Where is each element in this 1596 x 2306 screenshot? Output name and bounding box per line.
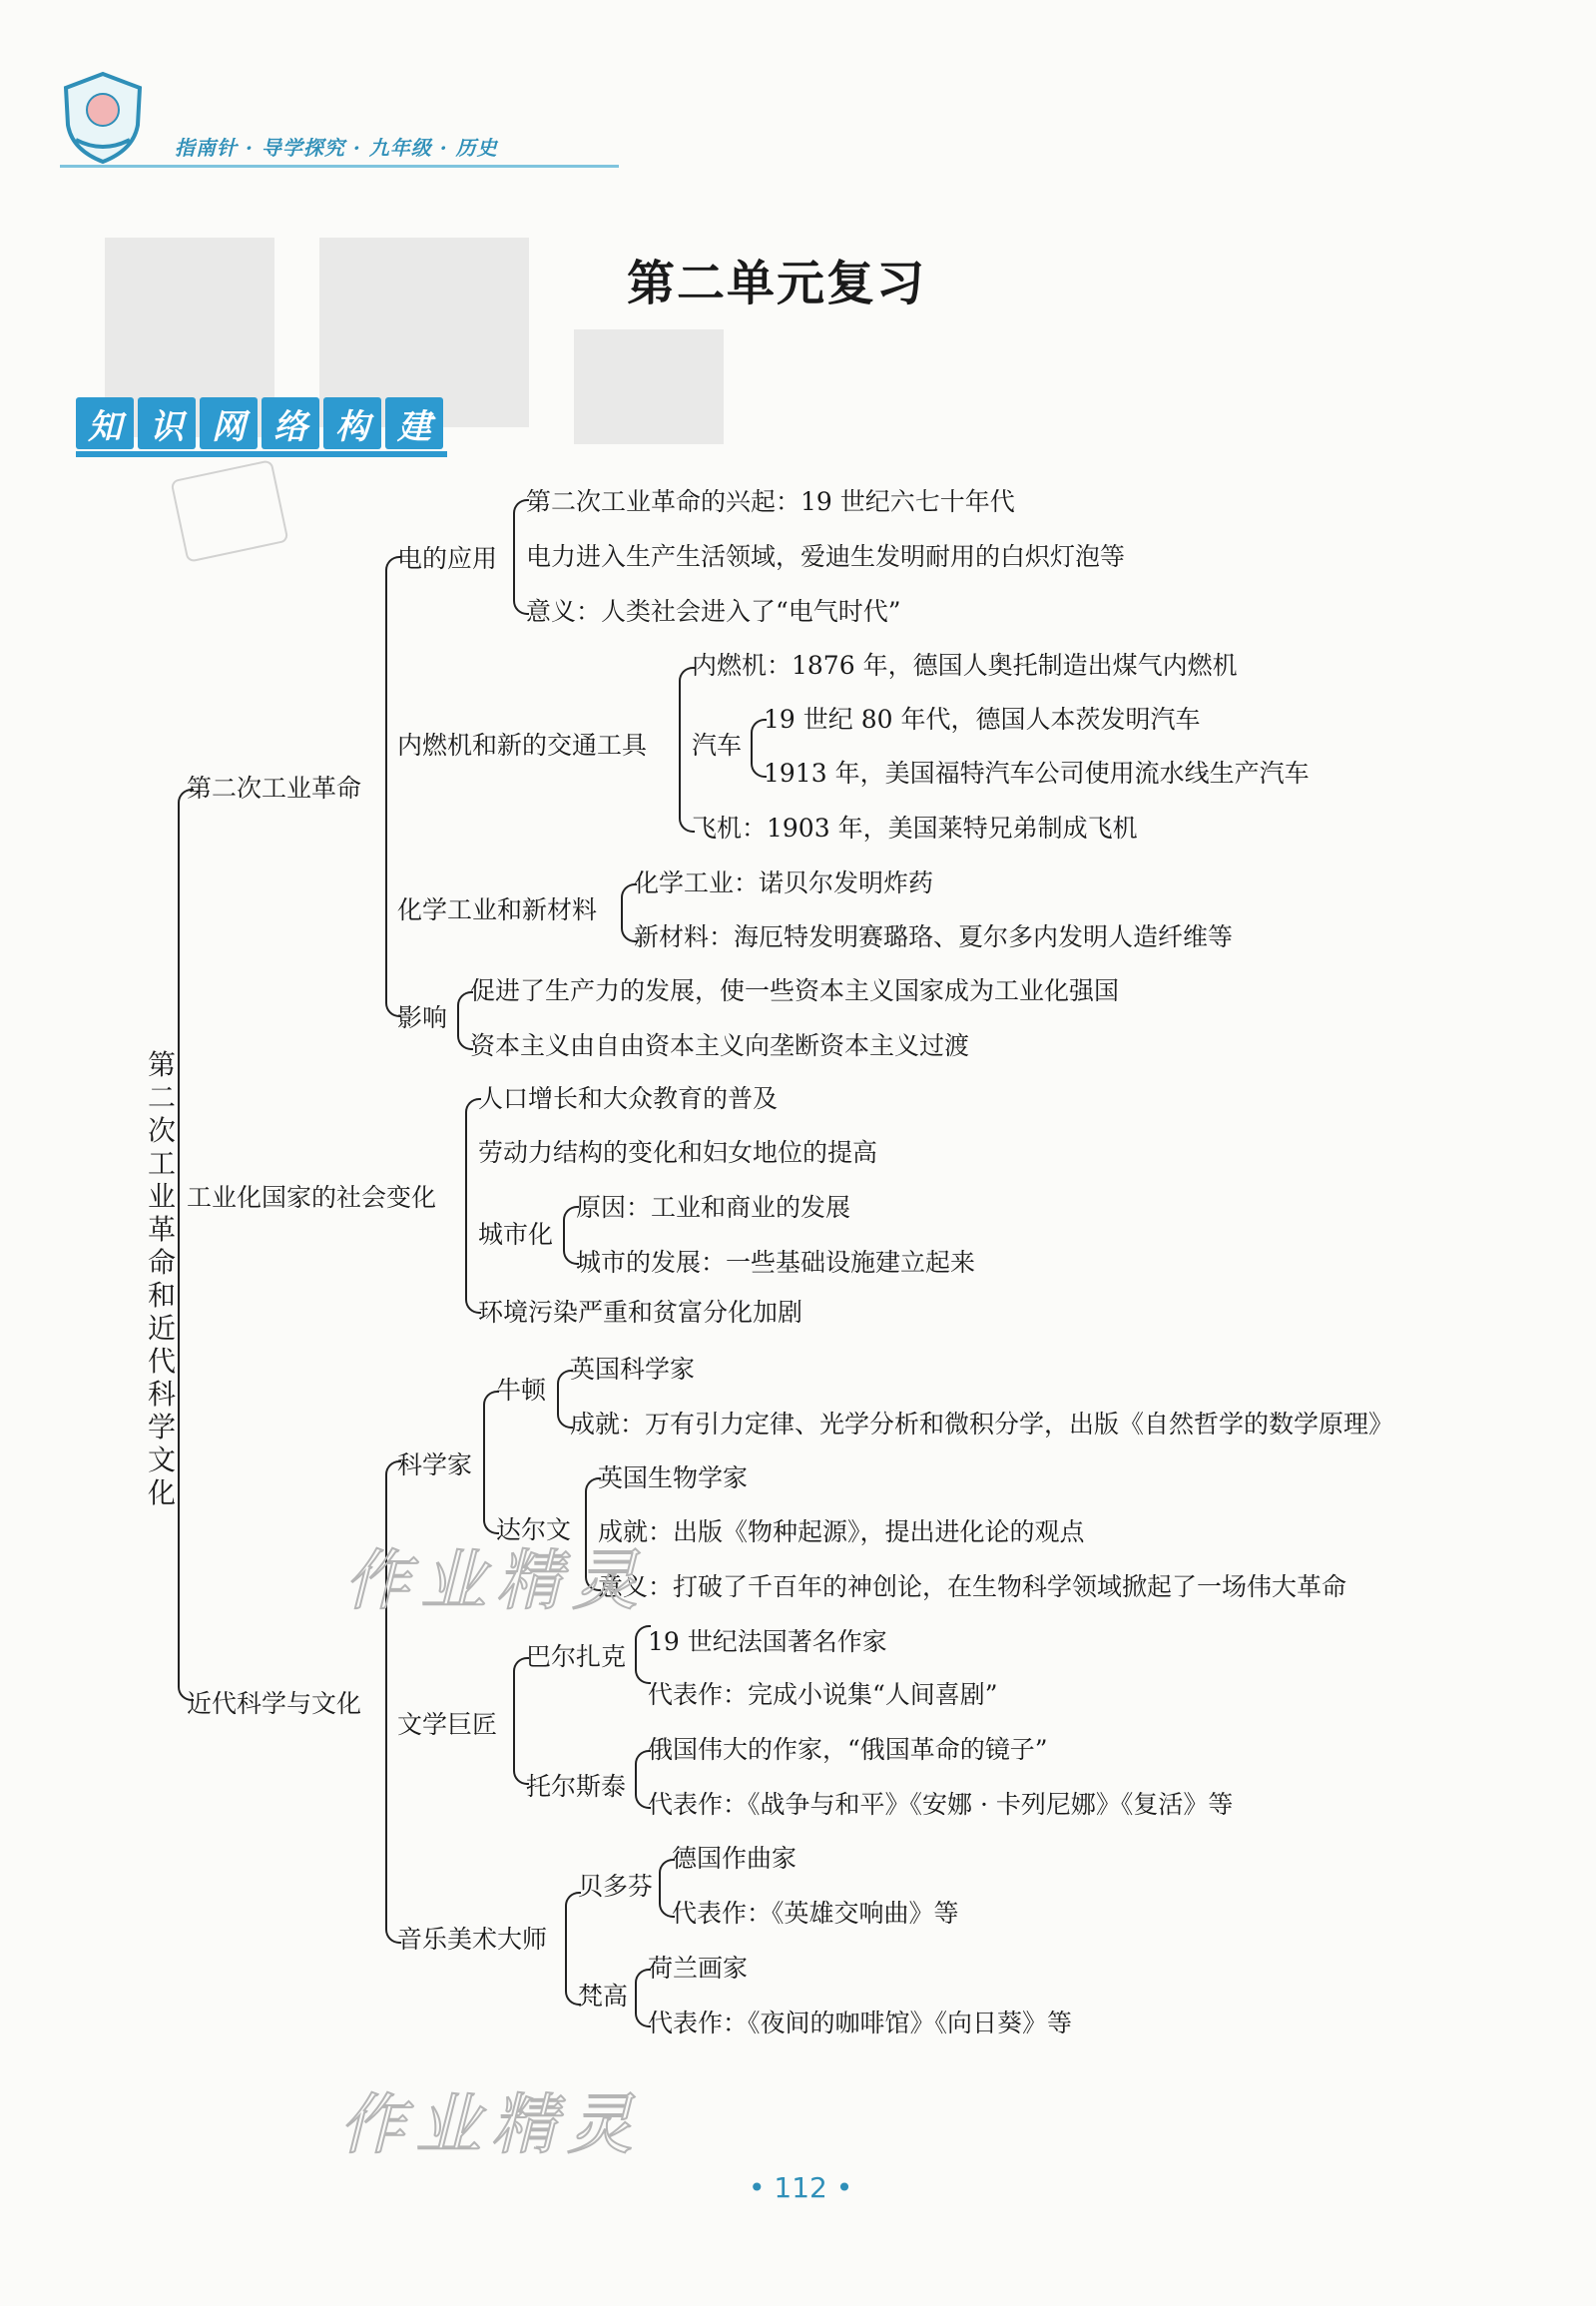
banner-char: 建 xyxy=(385,397,443,449)
list-item: 俄国伟大的作家，“俄国革命的镜子” xyxy=(648,1735,1048,1764)
list-item: 成就：万有引力定律、光学分析和微积分学，出版《自然哲学的数学原理》 xyxy=(570,1410,1394,1439)
list-item: 城市的发展：一些基础设施建立起来 xyxy=(576,1248,976,1277)
banner-char: 络 xyxy=(262,397,319,449)
section-banner xyxy=(76,397,443,453)
list-item: 英国生物学家 xyxy=(598,1463,749,1492)
person-beethoven: 贝多芬 xyxy=(578,1872,654,1901)
list-item: 英国科学家 xyxy=(570,1355,696,1384)
list-item: 代表作：《战争与和平》《安娜 · 卡列尼娜》《复活》等 xyxy=(648,1790,1234,1819)
root-topic: 第二次工业革命和近代科学文化 xyxy=(147,1048,176,1509)
list-item: 荷兰画家 xyxy=(648,1954,749,1983)
running-header: 指南针 · 导学探究 · 九年级 · 历史 xyxy=(175,136,498,160)
list-item: 劳动力结构的变化和妇女地位的提高 xyxy=(478,1138,878,1167)
list-item: 人口增长和大众教育的普及 xyxy=(478,1084,779,1113)
list-item: 19 世纪 80 年代，德国人本茨发明汽车 xyxy=(764,705,1201,734)
bracket xyxy=(483,1391,499,1534)
person-balzac: 巴尔扎克 xyxy=(526,1642,627,1671)
list-item: 成就：出版《物种起源》，提出进化论的观点 xyxy=(598,1517,1085,1546)
list-item: 促进了生产力的发展，使一些资本主义国家成为工业化强国 xyxy=(470,976,1120,1005)
person-darwin: 达尔文 xyxy=(496,1515,572,1544)
list-item: 意义：打破了千百年的神创论，在生物科学领域掀起了一场伟大革命 xyxy=(598,1572,1347,1601)
topic-urbanization: 城市化 xyxy=(478,1220,554,1249)
bracket xyxy=(385,556,401,1017)
person-tolstoy: 托尔斯泰 xyxy=(526,1772,627,1801)
watermark: 作业精灵 xyxy=(339,2086,643,2163)
list-item: 新材料：海厄特发明赛璐珞、夏尔多内发明人造纤维等 xyxy=(634,922,1234,951)
watermark: 作业精灵 xyxy=(344,1542,648,1619)
list-item: 德国作曲家 xyxy=(672,1844,798,1873)
page-number: • 112 • xyxy=(749,2171,853,2204)
banner-underline xyxy=(76,451,447,457)
banner-char: 识 xyxy=(138,397,196,449)
topic-chemistry: 化学工业和新材料 xyxy=(397,895,598,924)
topic-artists: 音乐美术大师 xyxy=(397,1925,548,1954)
bracket xyxy=(178,789,194,1701)
list-item: 1913 年，美国福特汽车公司使用流水线生产汽车 xyxy=(764,759,1310,788)
topic-second-industrial-revolution: 第二次工业革命 xyxy=(187,774,362,803)
person-van-gogh: 梵高 xyxy=(578,1982,629,2011)
bracket xyxy=(513,1657,529,1785)
list-item: 代表作：《英雄交响曲》等 xyxy=(672,1899,959,1928)
header-rule xyxy=(60,165,619,168)
list-item: 代表作：《夜间的咖啡馆》《向日葵》等 xyxy=(648,2009,1073,2037)
list-item: 资本主义由自由资本主义向垄断资本主义过渡 xyxy=(470,1031,970,1060)
page-number-value: 112 xyxy=(774,2171,827,2204)
bracket xyxy=(465,1098,481,1314)
list-item: 19 世纪法国著名作家 xyxy=(648,1627,887,1656)
page-title: 第二单元复习 xyxy=(627,256,927,311)
list-item: 环境污染严重和贫富分化加剧 xyxy=(478,1298,803,1327)
list-item: 飞机：1903 年，美国莱特兄弟制成飞机 xyxy=(692,814,1138,843)
list-item: 第二次工业革命的兴起：19 世纪六七十年代 xyxy=(526,487,1015,516)
list-item: 代表作：完成小说集“人间喜剧” xyxy=(648,1680,998,1709)
list-item: 原因：工业和商业的发展 xyxy=(576,1193,851,1222)
stamp-logo xyxy=(170,459,288,563)
topic-social-change: 工业化国家的社会变化 xyxy=(187,1183,437,1212)
list-item: 内燃机：1876 年，德国人奥托制造出煤气内燃机 xyxy=(692,651,1238,680)
topic-impact: 影响 xyxy=(397,1003,448,1032)
topic-engine: 内燃机和新的交通工具 xyxy=(397,731,648,760)
list-item: 意义：人类社会进入了“电气时代” xyxy=(526,597,901,626)
faded-image xyxy=(574,329,724,444)
topic-modern-science-culture: 近代科学与文化 xyxy=(187,1689,362,1718)
topic-scientists: 科学家 xyxy=(397,1450,473,1479)
topic-electricity: 电的应用 xyxy=(397,544,498,573)
school-logo xyxy=(58,70,148,165)
banner-char: 构 xyxy=(323,397,381,449)
banner-char: 知 xyxy=(76,397,134,449)
topic-writers: 文学巨匠 xyxy=(397,1710,498,1739)
topic-car: 汽车 xyxy=(692,731,743,760)
person-newton: 牛顿 xyxy=(496,1376,547,1405)
banner-char: 网 xyxy=(200,397,258,449)
list-item: 电力进入生产生活领域，爱迪生发明耐用的白炽灯泡等 xyxy=(526,542,1126,571)
list-item: 化学工业：诺贝尔发明炸药 xyxy=(634,868,934,897)
